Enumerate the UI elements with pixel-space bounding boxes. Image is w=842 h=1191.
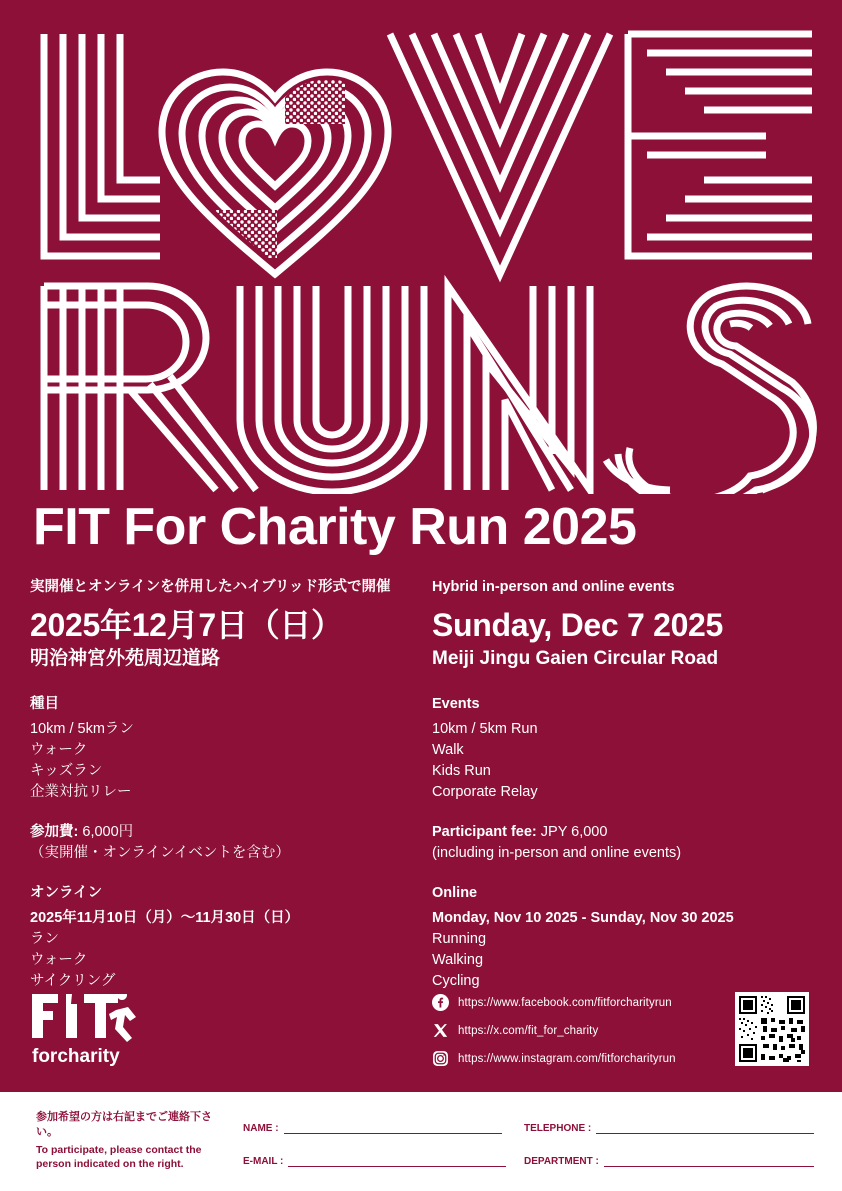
- en-online-period: Monday, Nov 10 2025 - Sunday, Nov 30 2025: [432, 909, 734, 926]
- jp-events-heading: 種目: [30, 695, 59, 712]
- instagram-icon: [432, 1050, 449, 1067]
- en-event-item: Walk: [432, 741, 464, 758]
- field-email[interactable]: [243, 1155, 506, 1167]
- x-twitter-icon: [432, 1022, 449, 1039]
- qr-code-icon[interactable]: [735, 992, 809, 1066]
- en-fee-line: [432, 822, 832, 843]
- en-fee-note: (including in-person and online events): [432, 844, 682, 861]
- instagram-url: https://www.instagram.com/fitforcharityrun: [458, 1052, 676, 1065]
- jp-event-item: 企業対抗リレー: [30, 783, 132, 800]
- field-department[interactable]: [524, 1155, 814, 1167]
- jp-fee-value: 6,000円: [82, 823, 134, 840]
- en-online-item: Running: [432, 930, 487, 947]
- jp-online-item: ウォーク: [30, 951, 88, 968]
- en-fee-value: JPY 6,000: [540, 823, 608, 840]
- english-column: [432, 578, 832, 992]
- field-name[interactable]: [243, 1122, 502, 1134]
- facebook-url: https://www.facebook.com/fitforcharityrun: [458, 996, 672, 1009]
- footer-note: [36, 1110, 226, 1171]
- en-event-item: 10km / 5km Run: [432, 720, 538, 737]
- en-event-item: Corporate Relay: [432, 783, 538, 800]
- jp-fee-line: [30, 822, 420, 843]
- fit-logo-wordmark: forcharity: [32, 1046, 120, 1066]
- facebook-icon: [432, 994, 449, 1011]
- jp-event-item: ウォーク: [30, 741, 88, 758]
- jp-online-item: サイクリング: [30, 972, 116, 989]
- field-email-label: E-MAIL :: [243, 1156, 284, 1167]
- japanese-column: [30, 578, 420, 992]
- jp-event-date: 2025年12月7日（日）: [30, 606, 343, 643]
- field-name-label: NAME :: [243, 1123, 279, 1134]
- jp-fee-label: 参加費:: [30, 823, 79, 840]
- field-telephone[interactable]: [524, 1122, 814, 1134]
- field-telephone-input[interactable]: [596, 1122, 814, 1134]
- social-link-instagram[interactable]: [432, 1048, 732, 1069]
- field-telephone-label: TELEPHONE :: [524, 1123, 592, 1134]
- field-email-input[interactable]: [288, 1155, 506, 1167]
- contact-footer: [0, 1092, 842, 1191]
- en-event-date: Sunday, Dec 7 2025: [432, 606, 724, 643]
- en-event-place: Meiji Jingu Gaien Circular Road: [432, 647, 719, 669]
- jp-tagline: 実開催とオンラインを併用したハイブリッド形式で開催: [30, 579, 391, 595]
- jp-online-item: ラン: [30, 930, 59, 947]
- field-name-input[interactable]: [284, 1122, 502, 1134]
- field-department-label: DEPARTMENT :: [524, 1156, 599, 1167]
- x-url: https://x.com/fit_for_charity: [458, 1024, 599, 1037]
- jp-event-item: キッズラン: [30, 762, 103, 779]
- footer-note-jp: 参加希望の方は右記までご連絡下さい。: [36, 1111, 212, 1138]
- jp-event-place: 明治神宮外苑周辺道路: [30, 647, 221, 669]
- jp-event-item: 10km / 5kmラン: [30, 720, 134, 737]
- page-title: FIT For Charity Run 2025: [33, 498, 637, 556]
- en-events-heading: Events: [432, 695, 480, 712]
- social-link-facebook[interactable]: [432, 992, 732, 1013]
- en-online-item: Cycling: [432, 972, 480, 989]
- en-online-item: Walking: [432, 951, 484, 968]
- fit-for-charity-logo: [32, 994, 152, 1066]
- field-department-input[interactable]: [604, 1155, 814, 1167]
- en-event-item: Kids Run: [432, 762, 491, 779]
- jp-online-heading: オンライン: [30, 884, 103, 901]
- jp-online-period: 2025年11月10日（月）〜11月30日（日）: [30, 909, 300, 926]
- social-link-x[interactable]: [432, 1020, 732, 1041]
- social-links: [432, 992, 732, 1076]
- jp-fee-note: （実開催・オンラインイベントを含む）: [30, 844, 290, 861]
- en-fee-label: Participant fee:: [432, 823, 537, 840]
- en-tagline: Hybrid in-person and online events: [432, 579, 675, 595]
- footer-note-en: To participate, please contact the person indicated on the right.: [36, 1143, 202, 1170]
- en-online-heading: Online: [432, 884, 478, 901]
- love-runs-logotype: [30, 24, 820, 494]
